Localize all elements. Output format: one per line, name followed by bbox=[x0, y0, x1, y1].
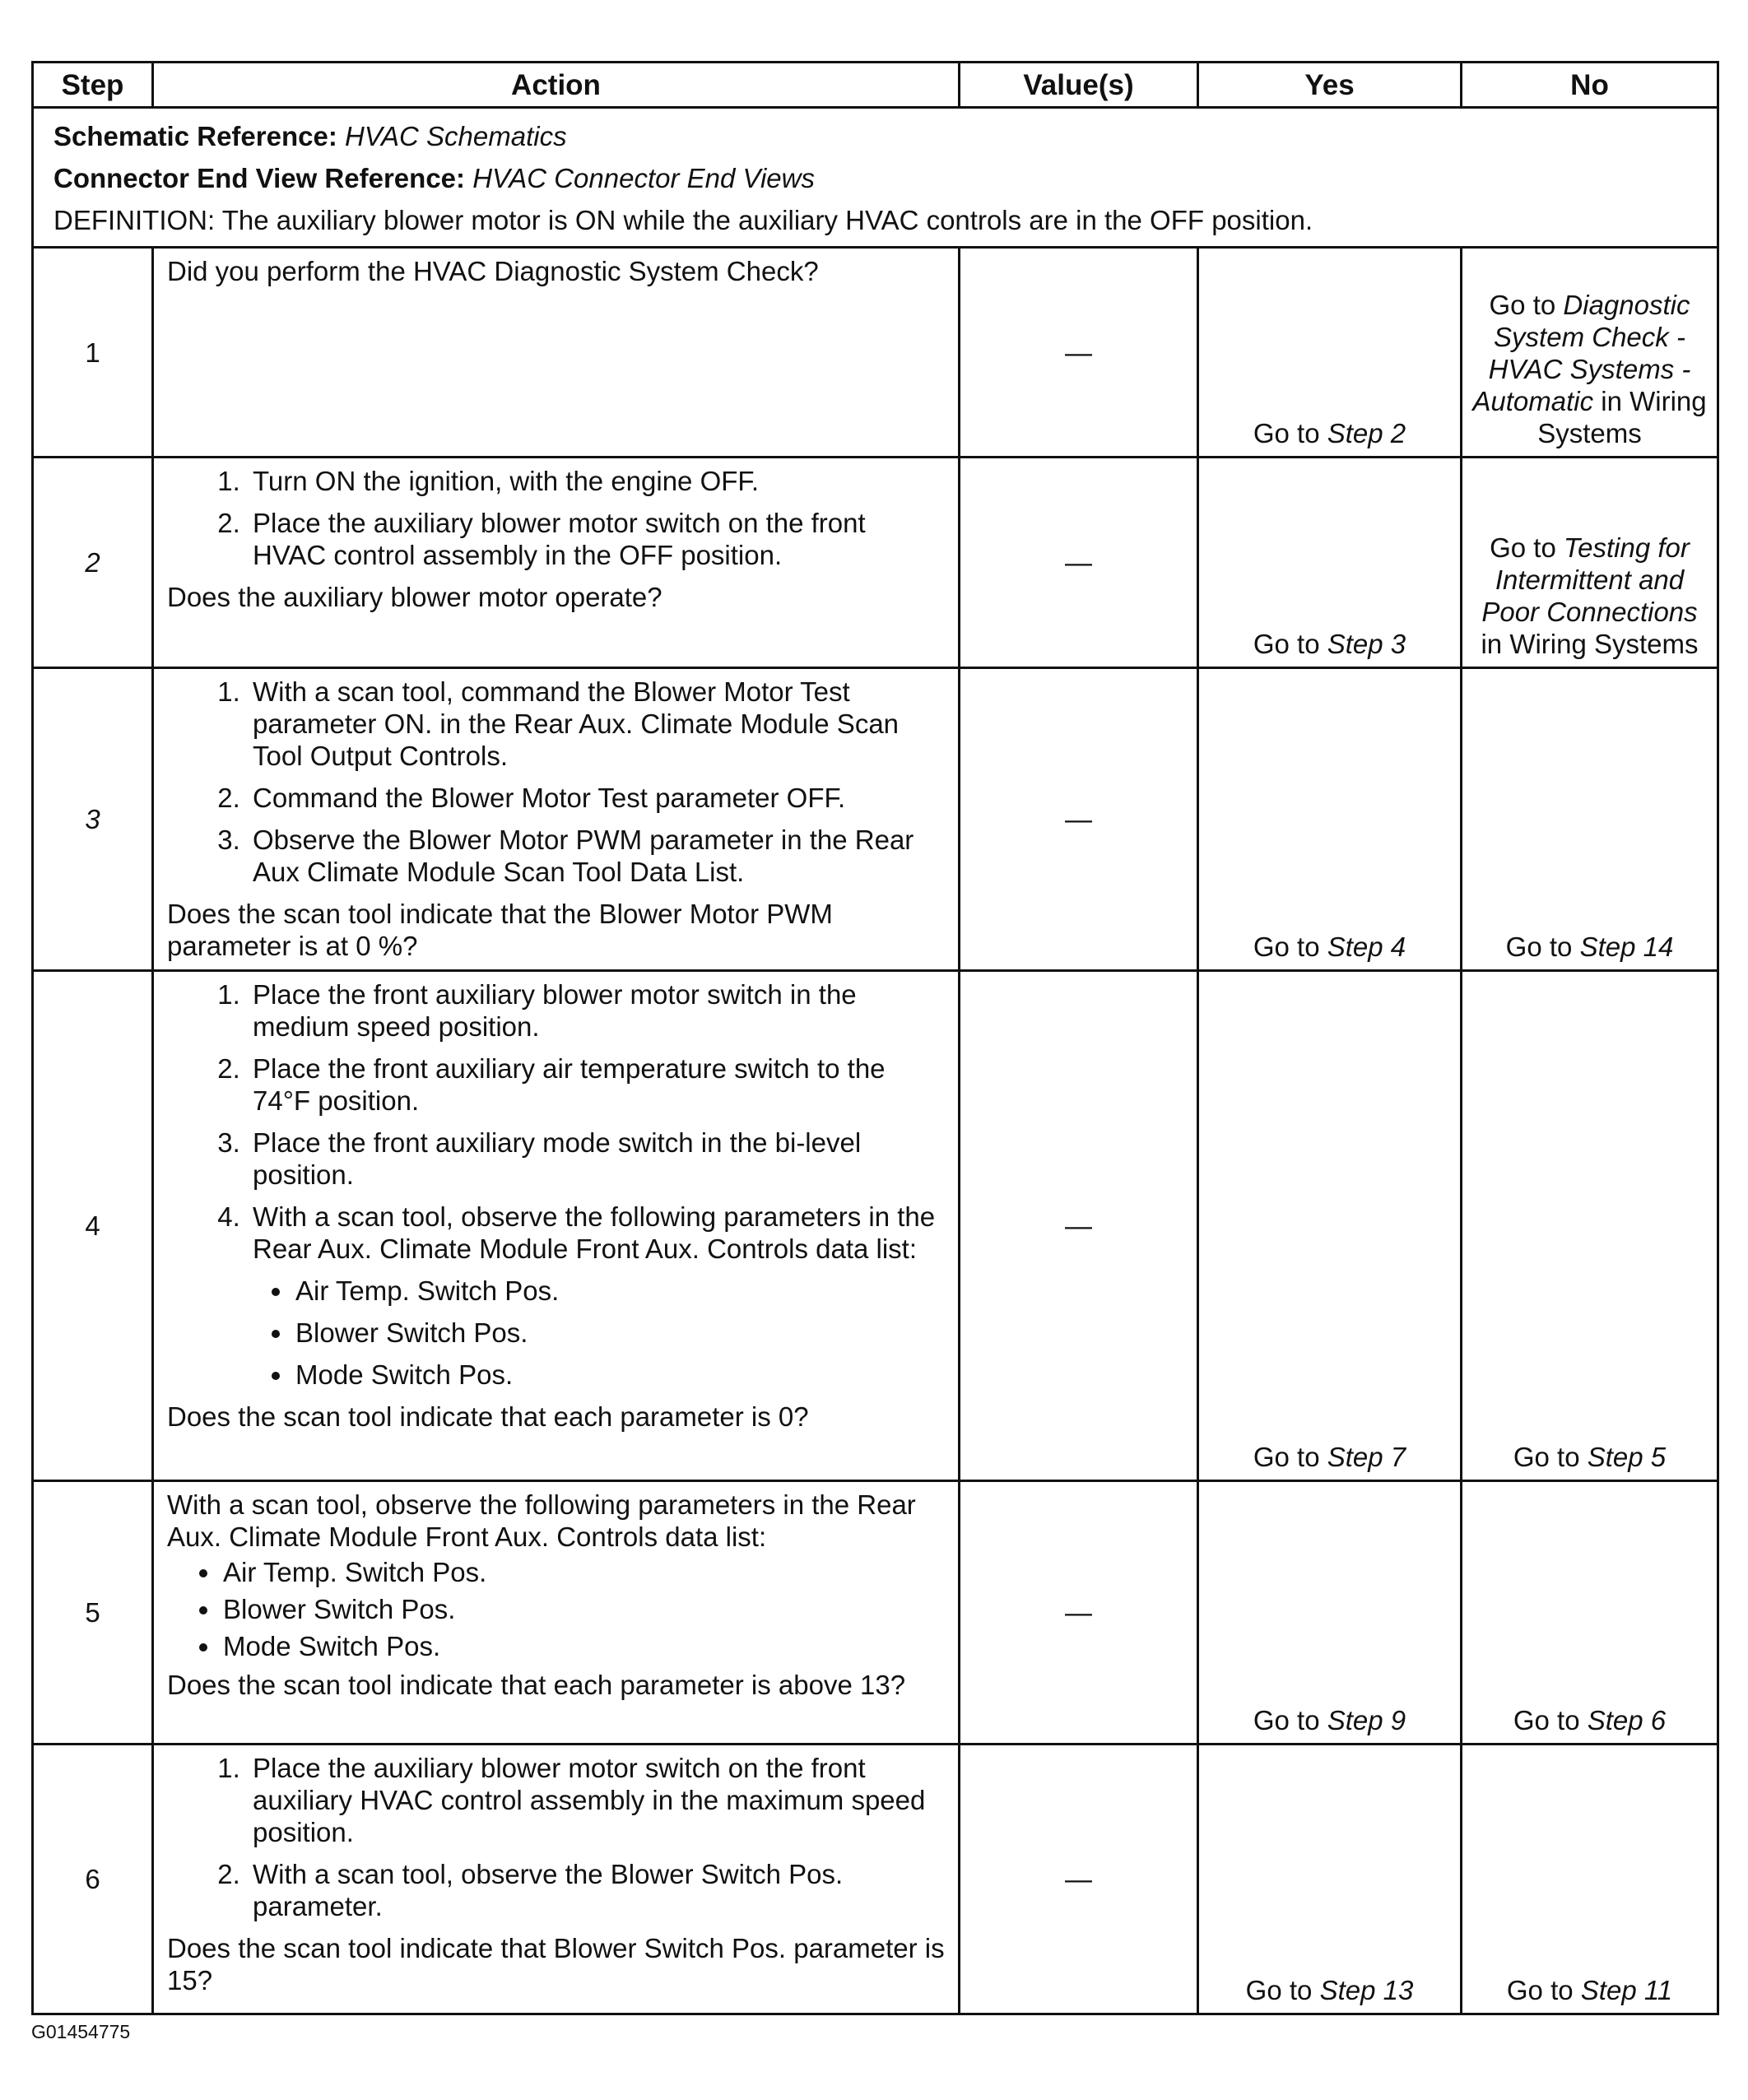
yes-prefix: Go to bbox=[1245, 1975, 1320, 2005]
procedure-item bbox=[248, 1201, 946, 1391]
table-row bbox=[33, 1745, 1718, 2014]
procedure-item: 1. Place the front auxiliary blower motor switch in the medium speed position. bbox=[248, 978, 946, 1043]
step-number: 6 bbox=[33, 1745, 153, 2014]
step-number: 5 bbox=[33, 1481, 153, 1745]
action-cell bbox=[153, 248, 960, 458]
procedure-item: 3. Place the front auxiliary mode switch in the bi-level position. bbox=[248, 1127, 946, 1191]
procedure-list bbox=[167, 978, 946, 1391]
table-row bbox=[33, 971, 1718, 1481]
connector-reference-label: Connector End View Reference: bbox=[53, 163, 466, 193]
table-row bbox=[33, 458, 1718, 668]
procedure-item: 2. With a scan tool, observe the Blower Switch Pos. parameter. bbox=[248, 1858, 946, 1922]
no-cell bbox=[1462, 248, 1718, 458]
step-number: 1 bbox=[33, 248, 153, 458]
yes-link[interactable]: Step 13 bbox=[1319, 1975, 1414, 2005]
yes-link[interactable]: Step 3 bbox=[1327, 629, 1406, 659]
value-cell: — bbox=[960, 971, 1198, 1481]
no-cell bbox=[1462, 668, 1718, 971]
connector-reference bbox=[53, 157, 1700, 199]
header-no: No bbox=[1462, 63, 1718, 108]
yes-prefix: Go to bbox=[1253, 629, 1327, 659]
procedure-item: 2. Command the Blower Motor Test parameter OFF. bbox=[248, 782, 946, 814]
action-cell bbox=[153, 1481, 960, 1745]
procedure-item: 1. Turn ON the ignition, with the engine OFF. bbox=[248, 465, 946, 497]
no-prefix: Go to bbox=[1513, 1442, 1588, 1472]
no-link[interactable]: Step 14 bbox=[1579, 932, 1674, 962]
no-prefix: Go to bbox=[1505, 932, 1580, 962]
no-link[interactable]: Step 11 bbox=[1580, 1975, 1673, 2005]
value-cell: — bbox=[960, 458, 1198, 668]
no-prefix: Go to bbox=[1506, 1975, 1581, 2005]
yes-cell bbox=[1198, 971, 1462, 1481]
no-prefix: Go to bbox=[1489, 290, 1564, 320]
no-cell bbox=[1462, 1745, 1718, 2014]
table-row bbox=[33, 1481, 1718, 1745]
yes-prefix: Go to bbox=[1253, 932, 1327, 962]
parameter-item: • Blower Switch Pos. bbox=[294, 1317, 946, 1349]
yes-cell bbox=[1198, 458, 1462, 668]
parameter-item: • Blower Switch Pos. bbox=[221, 1593, 946, 1625]
schematic-reference-link[interactable]: HVAC Schematics bbox=[345, 121, 567, 151]
yes-cell bbox=[1198, 668, 1462, 971]
yes-link[interactable]: Step 4 bbox=[1327, 932, 1406, 962]
yes-cell bbox=[1198, 1745, 1462, 2014]
no-link[interactable]: Step 5 bbox=[1587, 1442, 1667, 1472]
question-text: Does the scan tool indicate that each parameter is 0? bbox=[167, 1401, 809, 1432]
parameter-item: • Mode Switch Pos. bbox=[221, 1630, 946, 1662]
parameter-list bbox=[167, 1556, 946, 1662]
schematic-reference bbox=[53, 115, 1700, 157]
header-step: Step bbox=[33, 63, 153, 108]
yes-cell bbox=[1198, 1481, 1462, 1745]
procedure-item: 1. Place the auxiliary blower motor switch on the front auxiliary HVAC control assembly in the maximum speed position. bbox=[248, 1752, 946, 1848]
parameter-item: • Mode Switch Pos. bbox=[294, 1359, 946, 1391]
definition-text: DEFINITION: The auxiliary blower motor is ON while the auxiliary HVAC controls are in the OFF position. bbox=[53, 205, 1313, 235]
question-text: Does the scan tool indicate that Blower Switch Pos. parameter is 15? bbox=[167, 1933, 945, 1995]
question-text: Does the auxiliary blower motor operate? bbox=[167, 582, 662, 612]
connector-reference-link[interactable]: HVAC Connector End Views bbox=[472, 163, 815, 193]
value-cell: — bbox=[960, 1481, 1198, 1745]
action-cell bbox=[153, 668, 960, 971]
no-suffix: in Wiring Systems bbox=[1481, 629, 1699, 659]
no-cell bbox=[1462, 971, 1718, 1481]
no-cell bbox=[1462, 458, 1718, 668]
no-link[interactable]: Step 6 bbox=[1587, 1705, 1667, 1735]
parameter-item: • Air Temp. Switch Pos. bbox=[221, 1556, 946, 1588]
value-cell: — bbox=[960, 668, 1198, 971]
header-action: Action bbox=[153, 63, 960, 108]
header-values: Value(s) bbox=[960, 63, 1198, 108]
no-prefix: Go to bbox=[1513, 1705, 1588, 1735]
step-number: 3 bbox=[33, 668, 153, 971]
procedure-list bbox=[167, 465, 946, 571]
header-yes: Yes bbox=[1198, 63, 1462, 108]
value-cell: — bbox=[960, 1745, 1198, 2014]
header-row bbox=[33, 63, 1718, 108]
yes-prefix: Go to bbox=[1253, 418, 1327, 448]
procedure-list bbox=[167, 1752, 946, 1922]
reference-row bbox=[33, 108, 1718, 248]
table-row bbox=[33, 248, 1718, 458]
no-prefix: Go to bbox=[1490, 532, 1564, 563]
no-link[interactable]: Diagnostic System Check - HVAC Systems - Automatic bbox=[1472, 290, 1691, 416]
yes-prefix: Go to bbox=[1253, 1442, 1327, 1472]
procedure-item: 1. With a scan tool, command the Blower Motor Test parameter ON. in the Rear Aux. Climate Module Scan Tool Output Controls. bbox=[248, 676, 946, 772]
reference-cell bbox=[33, 108, 1718, 248]
yes-prefix: Go to bbox=[1253, 1705, 1327, 1735]
schematic-reference-label: Schematic Reference: bbox=[53, 121, 337, 151]
action-cell bbox=[153, 1745, 960, 2014]
procedure-item: 2. Place the front auxiliary air temperature switch to the 74°F position. bbox=[248, 1052, 946, 1117]
step-number: 2 bbox=[33, 458, 153, 668]
diagnostic-table bbox=[31, 61, 1719, 2015]
procedure-item-text: With a scan tool, observe the following parameters in the Rear Aux. Climate Module Front Aux. Controls data list: bbox=[253, 1201, 936, 1264]
procedure-list bbox=[167, 676, 946, 888]
question-text: Does the scan tool indicate that each parameter is above 13? bbox=[167, 1670, 906, 1700]
action-text: Did you perform the HVAC Diagnostic System Check? bbox=[167, 256, 819, 286]
table-row bbox=[33, 668, 1718, 971]
figure-id: G01454775 bbox=[31, 2021, 131, 2042]
yes-link[interactable]: Step 2 bbox=[1327, 418, 1406, 448]
yes-link[interactable]: Step 9 bbox=[1327, 1705, 1406, 1735]
step-number: 4 bbox=[33, 971, 153, 1481]
yes-cell bbox=[1198, 248, 1462, 458]
no-suffix: in Wiring Systems bbox=[1537, 386, 1707, 448]
no-link[interactable]: Testing for Intermittent and Poor Connections bbox=[1481, 532, 1698, 627]
action-cell bbox=[153, 971, 960, 1481]
procedure-item: 2. Place the auxiliary blower motor switch on the front HVAC control assembly in the OFF position. bbox=[248, 507, 946, 571]
value-cell: — bbox=[960, 248, 1198, 458]
parameter-list bbox=[253, 1275, 946, 1391]
no-cell bbox=[1462, 1481, 1718, 1745]
procedure-item: 3. Observe the Blower Motor PWM parameter in the Rear Aux Climate Module Scan Tool Data List. bbox=[248, 824, 946, 888]
yes-link[interactable]: Step 7 bbox=[1327, 1442, 1406, 1472]
action-text: With a scan tool, observe the following parameters in the Rear Aux. Climate Module Front Aux. Controls data list: bbox=[167, 1489, 916, 1552]
question-text: Does the scan tool indicate that the Blower Motor PWM parameter is at 0 %? bbox=[167, 899, 833, 961]
action-cell bbox=[153, 458, 960, 668]
parameter-item: • Air Temp. Switch Pos. bbox=[294, 1275, 946, 1307]
